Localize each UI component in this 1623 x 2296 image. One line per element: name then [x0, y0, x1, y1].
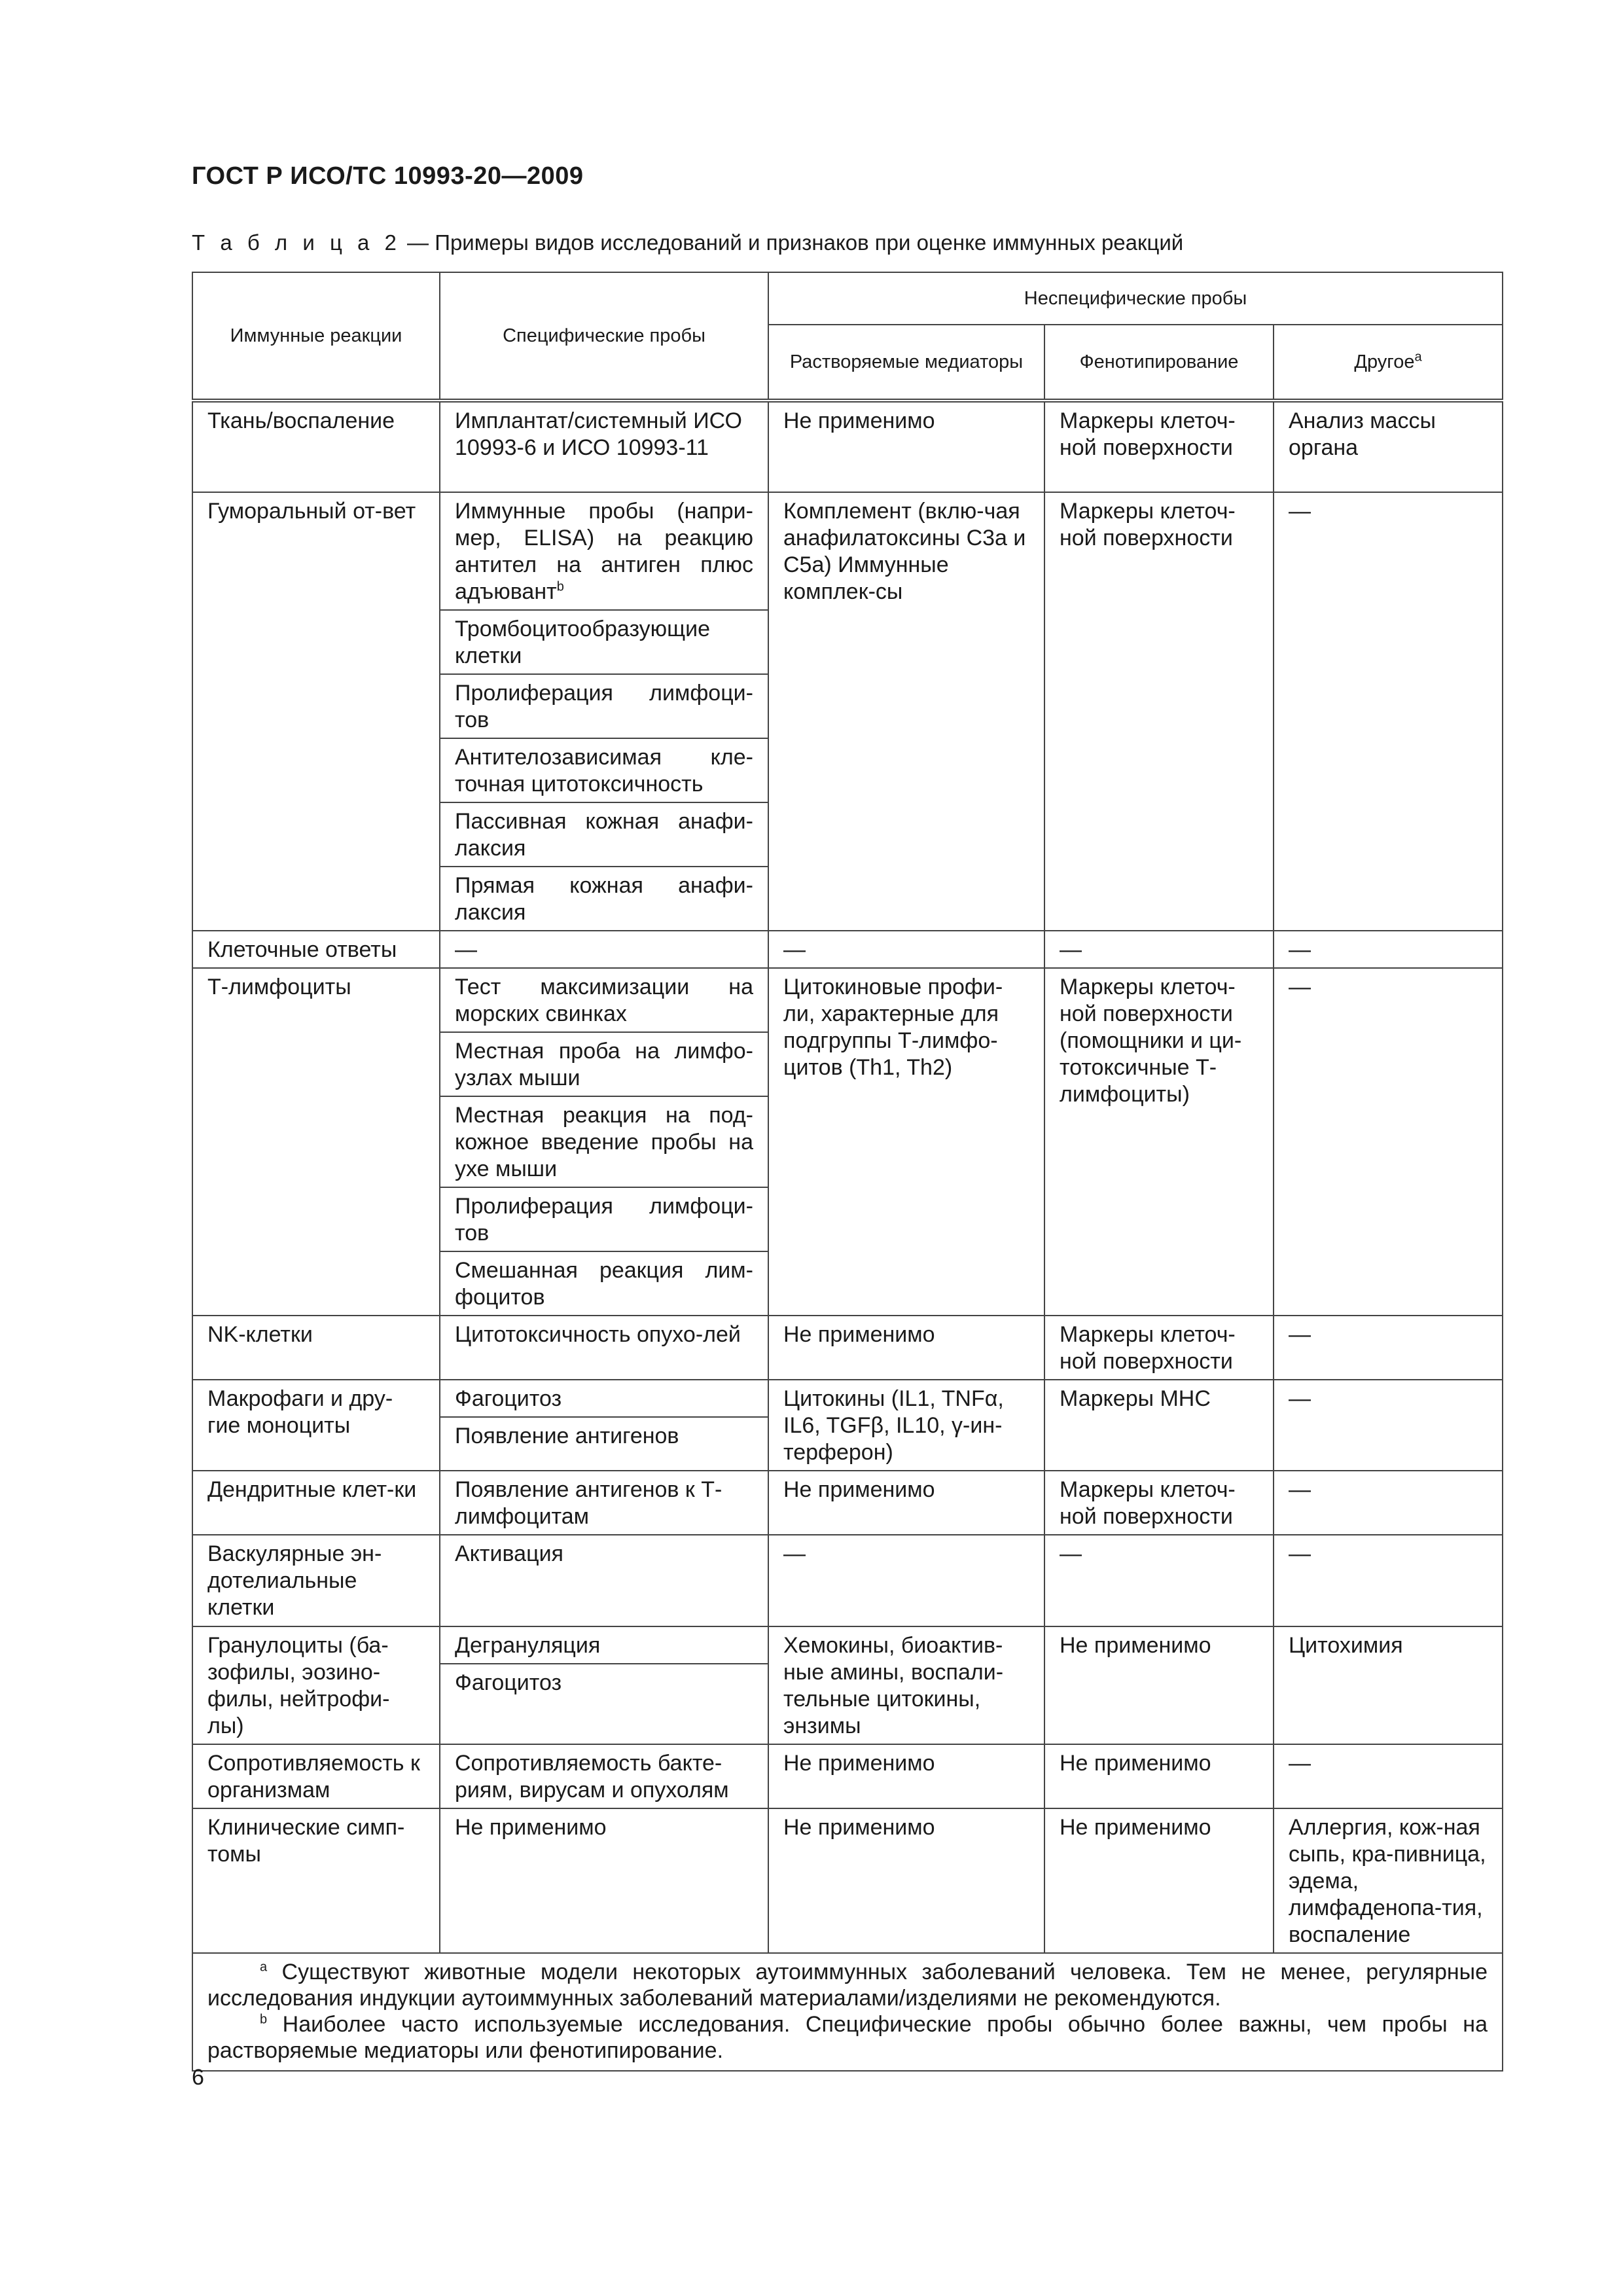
page-number: 6: [192, 2065, 204, 2090]
table-row: [192, 931, 1503, 968]
cell-mediators: —: [768, 1535, 1044, 1626]
cell-immune: Сопротивляемость к организмам: [192, 1744, 440, 1808]
footnote-a-mark: a: [260, 1960, 268, 1975]
cell-immune: Дендритные клет-ки: [192, 1471, 440, 1535]
cell-specific: Сопротивляемость бакте-риям, вирусам и опухолям: [440, 1744, 768, 1808]
document-header: ГОСТ Р ИСО/ТС 10993-20—2009: [192, 162, 584, 190]
specific-probe-item: Фагоцитоз: [440, 1663, 768, 1700]
specific-probe-item: Тромбоцитообразующие клетки: [440, 609, 768, 673]
table-caption-text: — Примеры видов исследований и признаков при оценке иммунных реакций: [401, 230, 1184, 255]
cell-phenotyping: Маркеры клеточ-ной поверхности: [1044, 401, 1274, 492]
cell-other: —: [1274, 1316, 1503, 1380]
cell-mediators: —: [768, 931, 1044, 968]
cell-mediators: Не применимо: [768, 1316, 1044, 1380]
specific-probe-item: Пассивная кожная анафи-лаксия: [440, 802, 768, 866]
cell-immune: Клинические симп-томы: [192, 1808, 440, 1953]
table-row: [192, 1380, 1503, 1471]
table-caption: [192, 230, 1183, 255]
header-other: [1274, 325, 1503, 401]
table-row: [192, 401, 1503, 492]
cell-phenotyping: Не применимо: [1044, 1808, 1274, 1953]
footnote-b: [207, 2011, 1488, 2064]
cell-phenotyping: —: [1044, 1535, 1274, 1626]
specific-probe-item: Появление антигенов: [440, 1416, 768, 1454]
cell-mediators: Цитокины (IL1, TNFα, IL6, TGFβ, IL10, γ-ин-терферон): [768, 1380, 1044, 1471]
cell-immune: Гранулоциты (ба-зофилы, эозино-филы, нейтрофи-лы): [192, 1626, 440, 1744]
header-soluble-mediators: Растворяемые медиаторы: [768, 325, 1044, 401]
footnote-b-text: Наиболее часто используемые исследования. Специфические пробы обычно более важны, чем пробы на растворяемые медиаторы или фенотипирование.: [207, 2012, 1488, 2063]
cell-specific-stack: [440, 492, 768, 931]
specific-probe-text: Иммунные пробы (напри-мер, ELISA) на реакцию антител на антиген плюс адъювант: [455, 499, 753, 604]
cell-immune: Васкулярные эн-дотелиальные клетки: [192, 1535, 440, 1626]
footnote-ref-a: a: [1414, 350, 1422, 365]
cell-mediators: Не применимо: [768, 401, 1044, 492]
specific-probe-item: Пролиферация лимфоци-тов: [440, 1187, 768, 1251]
cell-specific: Имплантат/системный ИСО 10993-6 и ИСО 10993-11: [440, 401, 768, 492]
header-immune-reactions: Иммунные реакции: [192, 272, 440, 401]
cell-other: Аллергия, кож-ная сыпь, кра-пивница, эдема, лимфаденопа-тия, воспаление: [1274, 1808, 1503, 1953]
cell-immune: Клеточные ответы: [192, 931, 440, 968]
cell-phenotyping: Маркеры клеточ-ной поверхности: [1044, 1471, 1274, 1535]
cell-mediators: Комплемент (вклю-чая анафилатоксины С3a и С5a) Иммунные комплек-сы: [768, 492, 1044, 931]
cell-mediators: Цитокиновые профи-ли, характерные для подгруппы Т-лимфо-цитов (Th1, Th2): [768, 968, 1044, 1316]
specific-probe-item: Тест максимизации на морских свинках: [455, 975, 753, 1026]
cell-specific: Появление антигенов к Т-лимфоцитам: [440, 1471, 768, 1535]
specific-probe-item: Дегрануляция: [455, 1633, 601, 1658]
footnote-b-mark: b: [260, 2012, 268, 2027]
cell-other: —: [1274, 1535, 1503, 1626]
cell-other: —: [1274, 931, 1503, 968]
cell-specific: Активация: [440, 1535, 768, 1626]
table-row: [192, 1808, 1503, 1953]
table-row: [192, 1471, 1503, 1535]
footnote-a-text: Существуют животные модели некоторых аутоиммунных заболеваний человека. Тем не менее, регулярные исследования индукции аутоиммунных заболеваний материалами/изделиями не рекомендуются.: [207, 1960, 1488, 2011]
cell-other: —: [1274, 492, 1503, 931]
footnote-ref-b: b: [556, 579, 564, 594]
specific-probe-item: Местная проба на лимфо-узлах мыши: [440, 1031, 768, 1096]
cell-other: Анализ массы органа: [1274, 401, 1503, 492]
specific-probe-item: Фагоцитоз: [455, 1386, 562, 1411]
cell-specific: Не применимо: [440, 1808, 768, 1953]
specific-probe-item: Смешанная реакция лим-фоцитов: [440, 1251, 768, 1315]
table-row: [192, 968, 1503, 1316]
cell-mediators: Не применимо: [768, 1808, 1044, 1953]
cell-mediators: Не применимо: [768, 1744, 1044, 1808]
header-specific-probes: Специфические пробы: [440, 272, 768, 401]
cell-other: Цитохимия: [1274, 1626, 1503, 1744]
specific-probe-item: Местная реакция на под-кожное введение пробы на ухе мыши: [440, 1096, 768, 1187]
cell-specific: Цитотоксичность опухо-лей: [440, 1316, 768, 1380]
cell-phenotyping: Не применимо: [1044, 1626, 1274, 1744]
cell-phenotyping: Маркеры клеточ-ной поверхности (помощники и ци-тотоксичные Т-лимфоциты): [1044, 968, 1274, 1316]
header-phenotyping: Фенотипирование: [1044, 325, 1274, 401]
cell-specific-stack: [440, 1626, 768, 1744]
table-row: [192, 1744, 1503, 1808]
specific-probe-item: Прямая кожная анафи-лаксия: [440, 866, 768, 930]
cell-phenotyping: Маркеры клеточ-ной поверхности: [1044, 1316, 1274, 1380]
table-row: [192, 1535, 1503, 1626]
cell-immune: Т-лимфоциты: [192, 968, 440, 1316]
table-row: [192, 1316, 1503, 1380]
cell-phenotyping: Не применимо: [1044, 1744, 1274, 1808]
cell-specific: —: [440, 931, 768, 968]
cell-specific-stack: [440, 968, 768, 1316]
cell-other: —: [1274, 968, 1503, 1316]
cell-immune: Ткань/воспаление: [192, 401, 440, 492]
specific-probe-item: Антителозависимая кле-точная цитотоксичность: [440, 738, 768, 802]
table-caption-prefix: Т а б л и ц а 2: [192, 230, 401, 255]
specific-probe-item: [440, 493, 768, 609]
cell-specific-stack: [440, 1380, 768, 1471]
immune-reactions-table: [192, 272, 1503, 2072]
table-footnotes-row: [192, 1953, 1503, 2071]
header-other-label: Другое: [1354, 351, 1415, 372]
table-row: [192, 1626, 1503, 1744]
header-nonspecific-probes: Неспецифические пробы: [768, 272, 1503, 325]
specific-probe-item: Пролиферация лимфоци-тов: [440, 673, 768, 738]
cell-phenotyping: Маркеры MHC: [1044, 1380, 1274, 1471]
cell-other: —: [1274, 1744, 1503, 1808]
table-row: [192, 492, 1503, 931]
cell-immune: Макрофаги и дру-гие моноциты: [192, 1380, 440, 1471]
cell-other: —: [1274, 1380, 1503, 1471]
cell-phenotyping: Маркеры клеточ-ной поверхности: [1044, 492, 1274, 931]
cell-mediators: Не применимо: [768, 1471, 1044, 1535]
cell-mediators: Хемокины, биоактив-ные амины, воспали-тельные цитокины, энзимы: [768, 1626, 1044, 1744]
cell-immune: Гуморальный от-вет: [192, 492, 440, 931]
footnote-a: [207, 1959, 1488, 2011]
cell-immune: NK-клетки: [192, 1316, 440, 1380]
table-footnotes: [192, 1953, 1503, 2071]
cell-other: —: [1274, 1471, 1503, 1535]
cell-phenotyping: —: [1044, 931, 1274, 968]
